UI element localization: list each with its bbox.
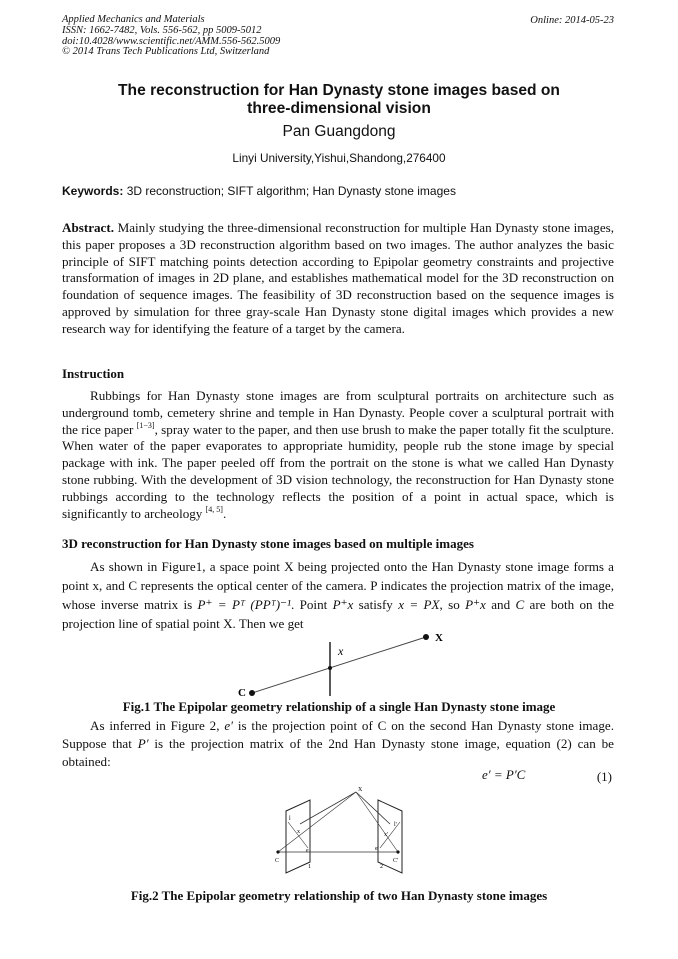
epipole-text-a: As inferred in Figure 2,: [90, 718, 220, 733]
fig2-label-2: 2: [380, 864, 383, 870]
section-heading-instruction: Instruction: [62, 366, 125, 381]
fig2-ray-right: [356, 792, 398, 852]
fig1-label-X: X: [435, 632, 443, 644]
fig2-label-1: 1: [308, 864, 311, 870]
fig2-label-e: e: [306, 848, 309, 854]
instruction-paragraph: [62, 388, 614, 522]
fig2-line-left-to-X: [300, 792, 356, 824]
author-name: Pan Guangdong: [282, 123, 396, 140]
reconstruction-text-c: satisfy: [358, 597, 393, 612]
journal-header: [62, 15, 280, 58]
figure-1-caption: Fig.1 The Epipolar geometry relationship of a single Han Dynasty stone image: [122, 699, 556, 714]
abstract-label: Abstract.: [62, 220, 114, 235]
reconstruction-text-b: . Point: [290, 597, 328, 612]
keywords-label: Keywords:: [62, 184, 124, 198]
equation-1-number: (1): [596, 769, 612, 784]
fig1-point-x: [328, 666, 332, 670]
figure-1-diagram: [230, 628, 460, 698]
paper-title: [62, 82, 616, 118]
fig2-point-right-C: [396, 850, 399, 853]
fig2-label-C: C: [275, 858, 280, 864]
online-date: Online: 2014-05-23: [530, 15, 614, 26]
reconstruction-text-d: , so: [439, 597, 460, 612]
title-line-2: three-dimensional vision: [247, 100, 431, 117]
e-prime-symbol: e′: [224, 718, 234, 733]
fig2-label-e2: e': [375, 846, 379, 852]
copyright-line: © 2014 Trans Tech Publications Ltd, Switzerland: [62, 46, 270, 58]
fig2-epiline-right: [380, 822, 400, 848]
reconstruction-text-a: As shown in Figure1, a space point X being projected onto the Han Dynasty stone image forms a point x, and C represents the optical center of the camera. P indicates the projection matrix of the image, whose inverse matrix is: [62, 559, 614, 612]
inverse-matrix-equation: P⁺ = Pᵀ (PPᵀ)⁻¹: [197, 597, 291, 612]
epipole-text-c: is the projection matrix of the 2nd Han Dynasty stone image, equation (2) can be obtained:: [62, 736, 614, 769]
section-heading-3d-reconstruction: 3D reconstruction for Han Dynasty stone images based on multiple images: [62, 536, 474, 551]
fig2-label-l: l: [289, 816, 291, 822]
fig2-point-left-C: [276, 850, 279, 853]
fig1-point-C: [249, 690, 255, 696]
x-equals-px-expression: x = PX: [398, 597, 440, 612]
ppx-expression-2: P⁺x: [465, 597, 486, 612]
fig2-label-C2: C': [393, 858, 399, 864]
keywords-text: 3D reconstruction; SIFT algorithm; Han Dynasty stone images: [123, 184, 456, 198]
instruction-text-b: , spray water to the paper, and then use brush to make the paper totally fit the sculpture. When water of the paper evaporates to appropriate humidity, people rub the stone image by special package with ink. The paper peeled off from the portrait on the stone is what we called Han Dynasty stone rubbing. With the development of 3D vision technology, the reconstruction for Han Dynasty stone rubbings according to the technology reflects the position of a point in actual space, which is significantly to archeology: [62, 421, 614, 521]
keywords-line: [62, 184, 616, 198]
issn-line: ISSN: 1662-7482, Vols. 556-562, pp 5009-5012: [62, 24, 262, 36]
fig2-ray-left: [278, 792, 356, 852]
reconstruction-paragraph: [62, 557, 614, 633]
citation-4-5: [4, 5]: [205, 504, 223, 514]
epipole-text-b: is the projection point of C on the second Han Dynasty stone image. Suppose that: [62, 718, 615, 751]
fig1-label-C: C: [238, 687, 246, 698]
fig2-label-x: x: [297, 829, 300, 835]
p-prime-symbol: P′: [137, 736, 149, 751]
fig1-point-X: [423, 634, 429, 640]
abstract-paragraph: [62, 220, 614, 338]
citation-1-3: [1−3]: [136, 420, 155, 430]
fig2-label-x2: x': [384, 832, 389, 838]
fig2-label-l2: l': [394, 822, 397, 828]
affiliation: Linyi University,Yishui,Shandong,276400: [232, 151, 446, 165]
ppx-expression: P⁺x: [332, 597, 354, 612]
title-line-1: The reconstruction for Han Dynasty stone images based on: [118, 82, 560, 99]
doi-line: doi:10.4028/www.scientific.net/AMM.556-562.5009: [62, 35, 281, 47]
instruction-text-a: Rubbings for Han Dynasty stone images are from sculptural portraits on architecture such as underground tomb, cemetery shrine and temple in Han Dynasty. People cover a sculptural portrait with the rice paper: [62, 388, 614, 437]
fig2-label-X: X: [358, 787, 363, 793]
figure-2-caption: Fig.2 The Epipolar geometry relationship of two Han Dynasty stone images: [130, 888, 548, 903]
fig2-line-right-to-X: [356, 792, 390, 824]
fig2-epiline-left: [288, 822, 308, 848]
figure-2-diagram: [270, 786, 420, 874]
fig1-label-x: x: [338, 644, 344, 658]
instruction-end: .: [222, 505, 227, 521]
c-symbol: C: [515, 597, 525, 612]
epipole-paragraph: [62, 717, 614, 771]
fig2-right-plane: [378, 800, 402, 873]
abstract-text: Mainly studying the three-dimensional reconstruction for multiple Han Dynasty stone images, this paper proposes a 3D reconstruction algorithm based on two images. The author analyzes the basic principle of SIFT matching points detection according to Epipolar geometry constraints and projective transformation of images in 2D plane, and establishes mathematical model for the 3D reconstruction on foundation of sequence images. The feasibility of 3D reconstruction based on the sequence images is approved by simulation for three gray-scale Han Dynasty stone digital images which provides a new research way for identifying the feature of a target by the camera.: [62, 220, 614, 336]
journal-name: Applied Mechanics and Materials: [62, 14, 205, 25]
reconstruction-text-f: are both on the projection line of spatial point X. Then we get: [62, 597, 614, 631]
equation-1: e′ = P′C: [482, 767, 526, 782]
reconstruction-text-e: and: [491, 597, 511, 612]
